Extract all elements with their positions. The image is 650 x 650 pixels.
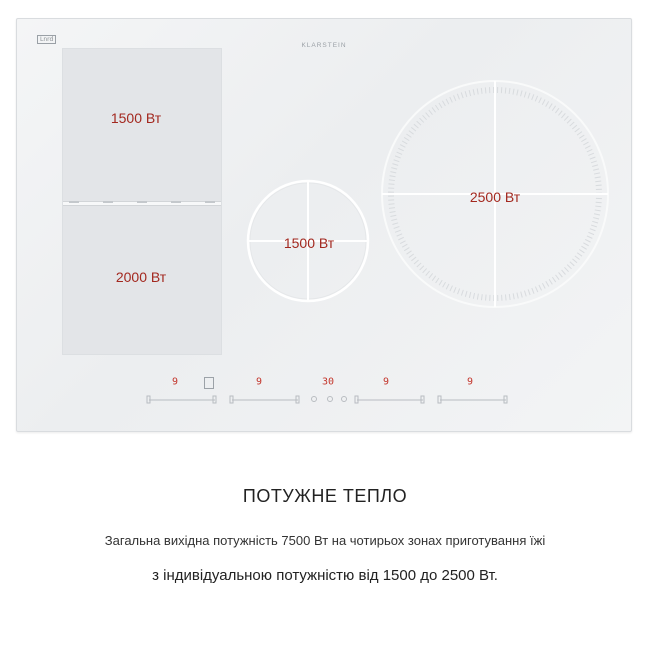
zone3-level-display[interactable]: 9 bbox=[382, 376, 390, 388]
certification-logo: Lnrd bbox=[37, 35, 56, 44]
zone-power-flex-top: 1500 Вт bbox=[110, 110, 162, 126]
section-heading: ПОТУЖНЕ ТЕПЛО bbox=[242, 486, 408, 506]
flex-bridge-button[interactable] bbox=[204, 377, 214, 389]
description-line-2: з індивідуальною потужністю від 1500 до 2500 Вт. bbox=[152, 567, 498, 584]
control-panel-sliders bbox=[147, 396, 507, 403]
zone2-level-display[interactable]: 9 bbox=[255, 376, 263, 388]
induction-hob bbox=[16, 18, 632, 432]
zone1-level-display[interactable]: 9 bbox=[171, 376, 179, 388]
zone-power-round-small: 1500 Вт bbox=[283, 235, 335, 251]
timer-display[interactable]: 30 bbox=[321, 376, 335, 388]
zone4-level-display[interactable]: 9 bbox=[466, 376, 474, 388]
zone-power-round-large: 2500 Вт bbox=[469, 189, 521, 205]
zone-power-flex-bottom: 2000 Вт bbox=[115, 269, 167, 285]
brand-logo: KLARSTEIN bbox=[301, 42, 347, 49]
description-line-1: Загальна вихідна потужність 7500 Вт на чотирьох зонах приготування їжі bbox=[104, 533, 546, 548]
hob-markings bbox=[17, 19, 631, 431]
